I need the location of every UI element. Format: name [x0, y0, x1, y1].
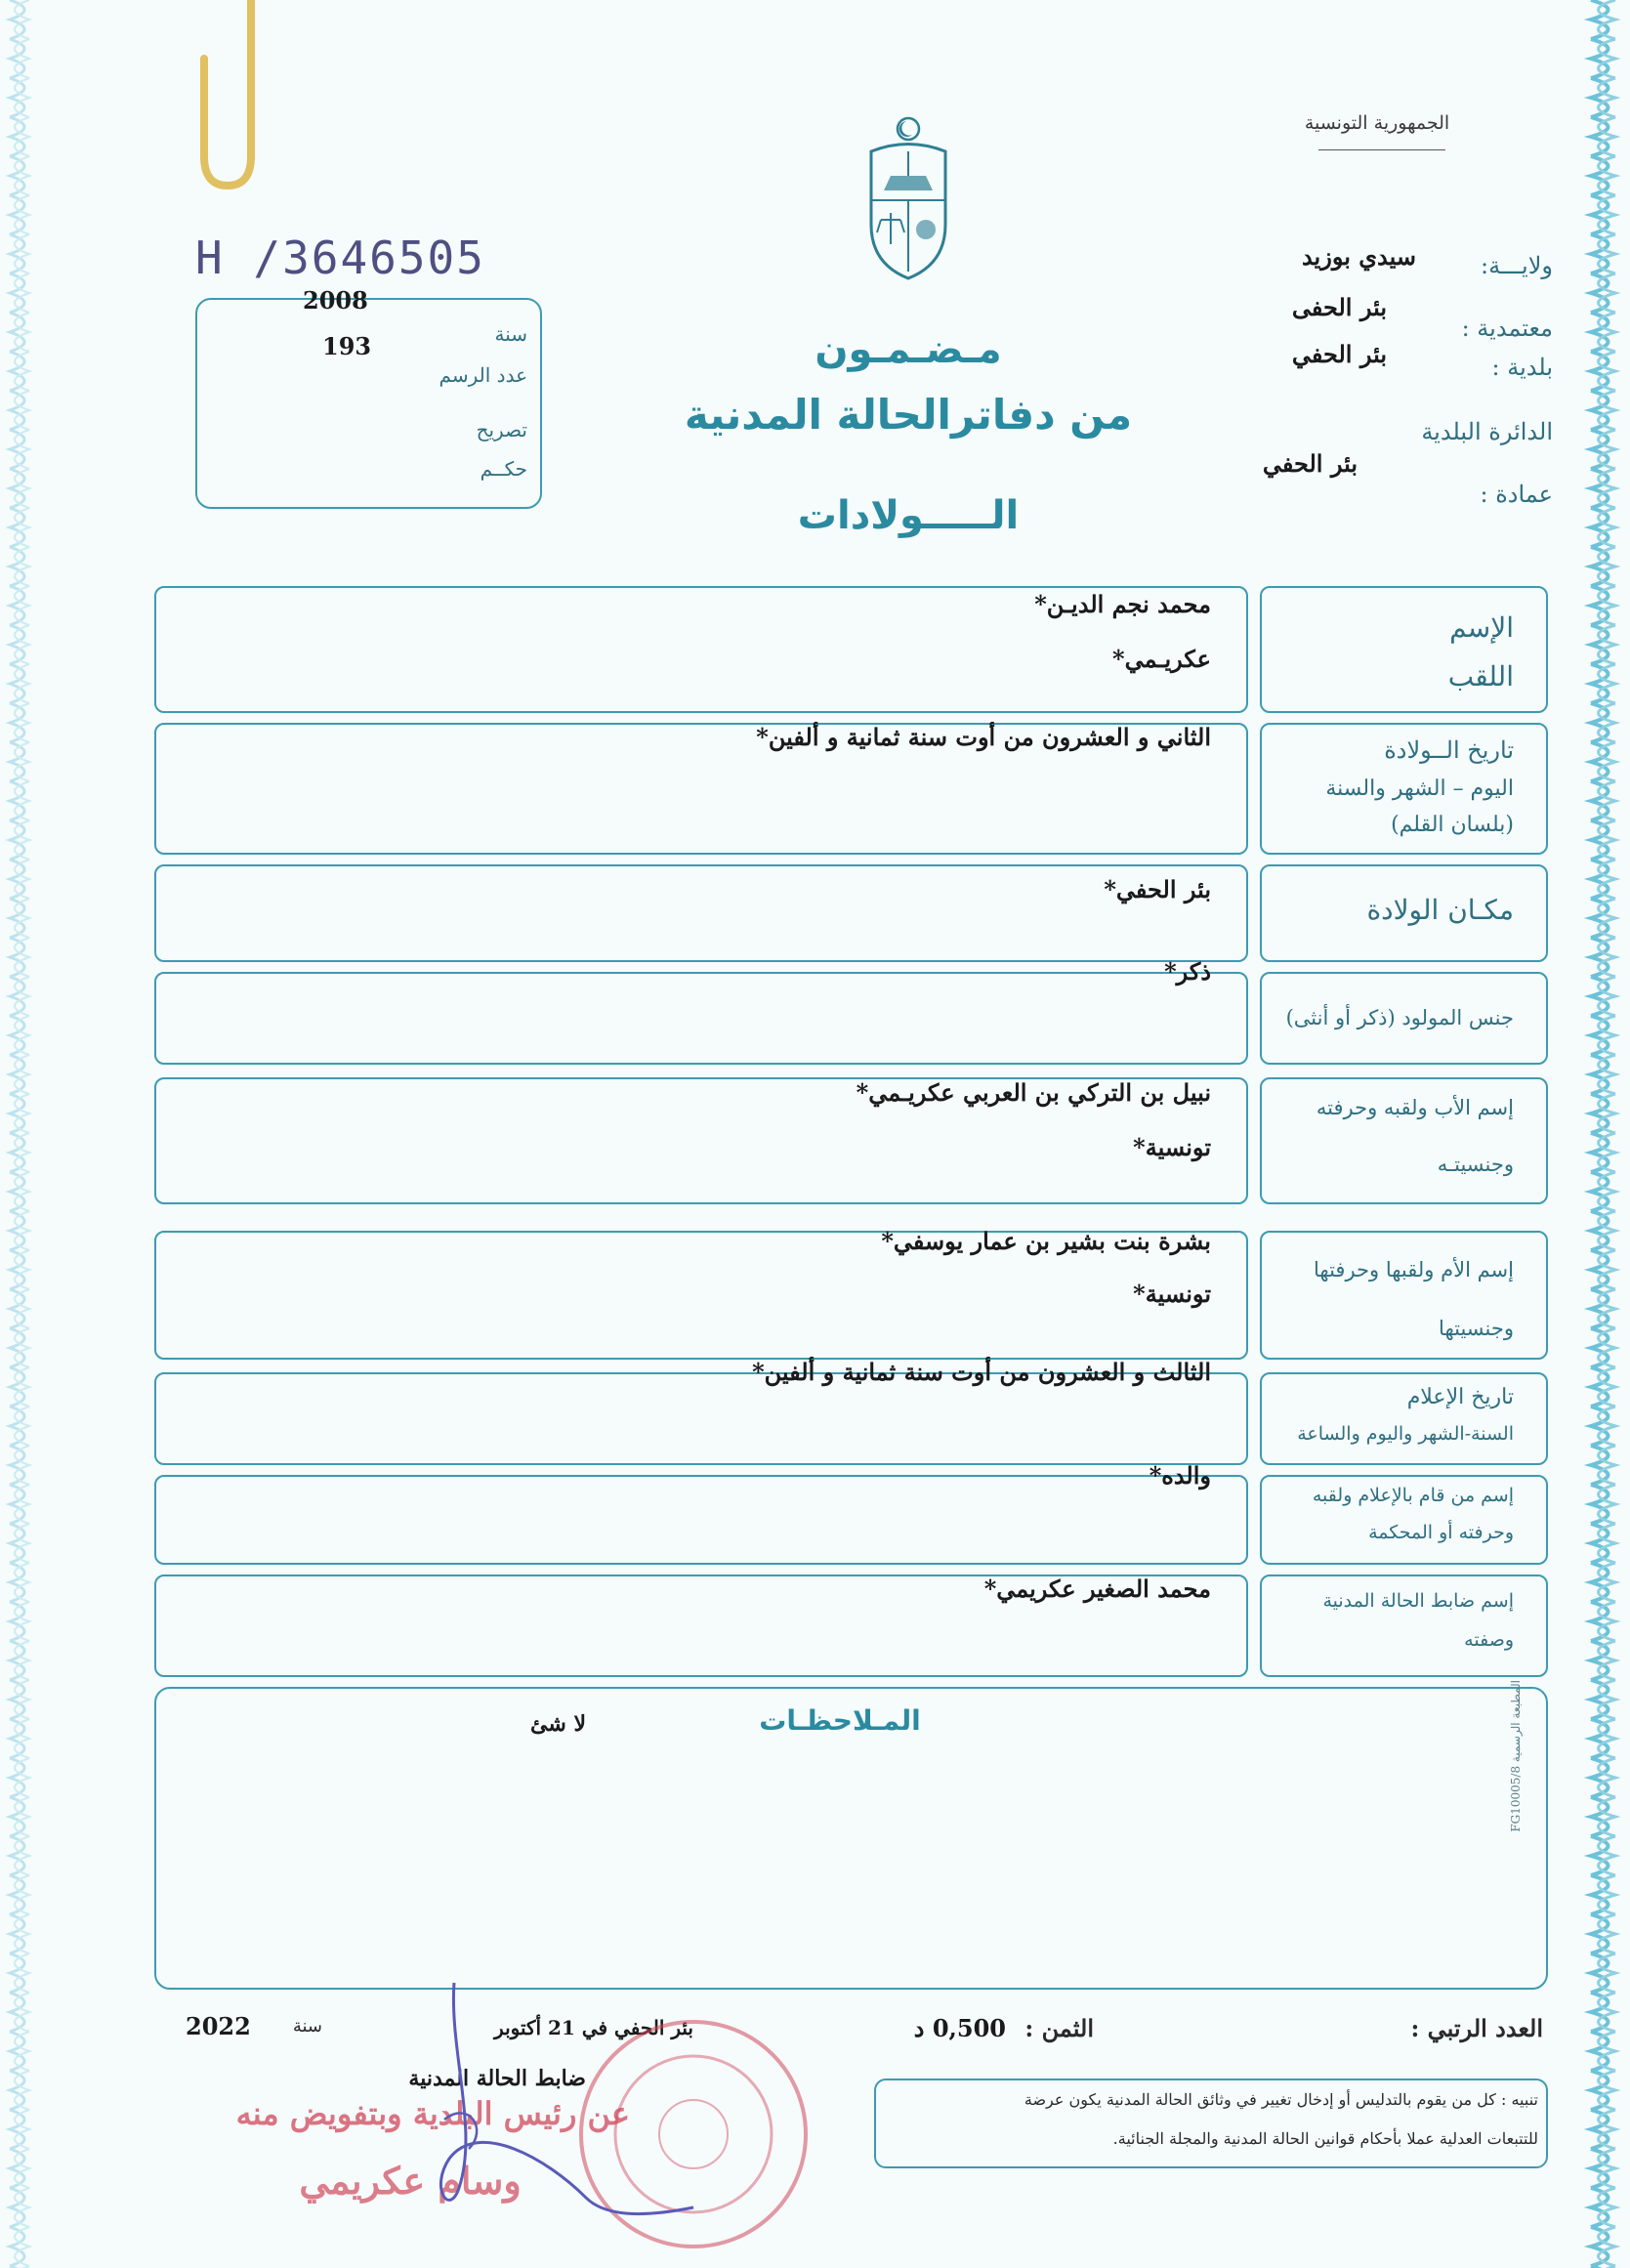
footer-officer-title: ضابط الحالة المدنية — [408, 2066, 586, 2091]
row-name-value-1: محمد نجم الديـن* — [1034, 590, 1211, 618]
row-birthdate-label-1: تاريخ الــولادة — [1384, 736, 1514, 764]
footer-serial-label: العدد الرتبي : — [1410, 2014, 1543, 2042]
row-birthplace-value: بئر الحفي* — [1104, 875, 1211, 903]
row-father-label-2: وجنسيتـه — [1437, 1153, 1514, 1176]
row-declarant-label-2: وحرفته أو المحكمة — [1368, 1522, 1514, 1543]
district-label: الدائرة البلدية — [1421, 418, 1553, 445]
printer-side-note: المطبعة الرسمية FG10005/8 — [1509, 1680, 1523, 1832]
row-sex-value-box — [154, 972, 1248, 1065]
row-father-value-1: نبيل بن التركي بن العربي عكريـمي* — [856, 1078, 1211, 1107]
row-birthdate-label-2: اليوم – الشهر والسنة — [1325, 777, 1514, 801]
serial-number: H /3646505 — [195, 231, 485, 284]
row-declaration-date-value-box — [154, 1372, 1248, 1465]
title-extract: مـضـمـون — [815, 327, 1002, 372]
republic-underline — [1318, 149, 1445, 150]
republic-title: الجمهورية التونسية — [1304, 112, 1450, 134]
row-declaration-date-label-2: السنة-الشهر واليوم والساعة — [1297, 1423, 1514, 1445]
delegation-value: بئر الحفى — [1291, 293, 1387, 321]
imada-value: بئر الحفي — [1262, 449, 1358, 478]
row-declaration-date-value: الثالث و العشرون من أوت سنة ثمانية و ألفين* — [752, 1358, 1211, 1386]
footer-year-label: سنة — [292, 2016, 322, 2037]
row-birthdate-value: الثاني و العشرون من أوت سنة ثمانية و ألفين* — [756, 723, 1211, 751]
row-father-label-1: إسم الأب ولقبه وحرفته — [1316, 1096, 1514, 1119]
row-mother-value-1: بشرة بنت بشير بن عمار يوسفي* — [881, 1227, 1211, 1255]
row-name-value-2: عكريـمي* — [1112, 645, 1211, 673]
right-guilloche-border — [1571, 0, 1630, 2268]
record-number-value: 193 — [322, 332, 372, 360]
remarks-label: المـلاحظـات — [759, 1704, 921, 1737]
municipality-label: بلدية : — [1491, 354, 1553, 381]
title-births: الـــــولادات — [797, 493, 1020, 538]
handwritten-signature-icon — [410, 1973, 703, 2247]
row-declarant-value: والده* — [1149, 1461, 1211, 1490]
row-name-label-1: الإسم — [1449, 611, 1514, 644]
record-judgment-label: حكــم — [480, 457, 527, 481]
row-officer-value: محمد الصغير عكريمي* — [983, 1575, 1211, 1603]
row-birthdate-label-3: (بلسان القلم) — [1391, 813, 1514, 837]
row-declarant-label-1: إسم من قام بالإعلام ولقبه — [1312, 1485, 1514, 1506]
paper-clip-icon — [190, 0, 269, 195]
row-mother-label-box — [1260, 1231, 1548, 1360]
governorate-label: ولايـــة: — [1480, 252, 1553, 279]
row-declaration-date-label-1: تاريخ الإعلام — [1406, 1385, 1514, 1409]
row-name-label-box — [1260, 586, 1548, 713]
row-mother-value-2: تونسية* — [1133, 1280, 1211, 1308]
governorate-value: سيدي بوزيد — [1301, 242, 1416, 271]
signature-stamp-line1: عن رئيس البلدية وبتفويض منه — [235, 2095, 630, 2132]
row-officer-label-2: وصفته — [1464, 1629, 1514, 1651]
row-sex-label: جنس المولود (ذكر أو أنثى) — [1285, 1006, 1514, 1029]
record-number-label: عدد الرسم — [439, 363, 527, 387]
row-mother-label-1: إسم الأم ولقبها وحرفتها — [1314, 1258, 1514, 1281]
imada-label: عمادة : — [1480, 481, 1553, 508]
row-mother-label-2: وجنسيتها — [1439, 1317, 1514, 1340]
remarks-value: لا شئ — [530, 1711, 586, 1737]
municipality-value: بئر الحفي — [1291, 340, 1387, 368]
record-declaration-label: تصريح — [476, 418, 527, 441]
row-father-value-2: تونسية* — [1133, 1133, 1211, 1161]
warning-line1: تنبيه : كل من يقوم بالتدليس أو إدخال تغيير في وثائق الحالة المدنية يكون عرضة — [1024, 2090, 1538, 2109]
footer-price-label: الثمن : — [1024, 2014, 1094, 2042]
footer-year-value: 2022 — [186, 2012, 251, 2040]
footer-price-value: 0,500 د — [913, 2014, 1006, 2042]
warning-line2: للتتبعات العدلية عملا بأحكام قوانين الحالة المدنية والمجلة الجنائية. — [1112, 2129, 1538, 2148]
row-birthplace-label: مكـان الولادة — [1366, 894, 1514, 926]
signature-stamp-line2: وسام عكريمي — [299, 2159, 522, 2203]
row-officer-label-1: إسم ضابط الحالة المدنية — [1322, 1590, 1514, 1612]
record-year-label: سنة — [494, 322, 527, 346]
delegation-label: معتمدية : — [1461, 315, 1553, 342]
record-year-value: 2008 — [303, 286, 368, 315]
footer-place-date: بئر الحفي في 21 أكتوبر — [494, 2016, 693, 2039]
row-name-label-2: اللقب — [1447, 660, 1514, 693]
tunisia-coat-of-arms-icon — [859, 107, 957, 283]
title-civil-registers: من دفاترالحالة المدنية — [684, 391, 1133, 439]
row-sex-value: ذكر* — [1164, 957, 1211, 986]
left-guilloche-border — [0, 0, 59, 2268]
